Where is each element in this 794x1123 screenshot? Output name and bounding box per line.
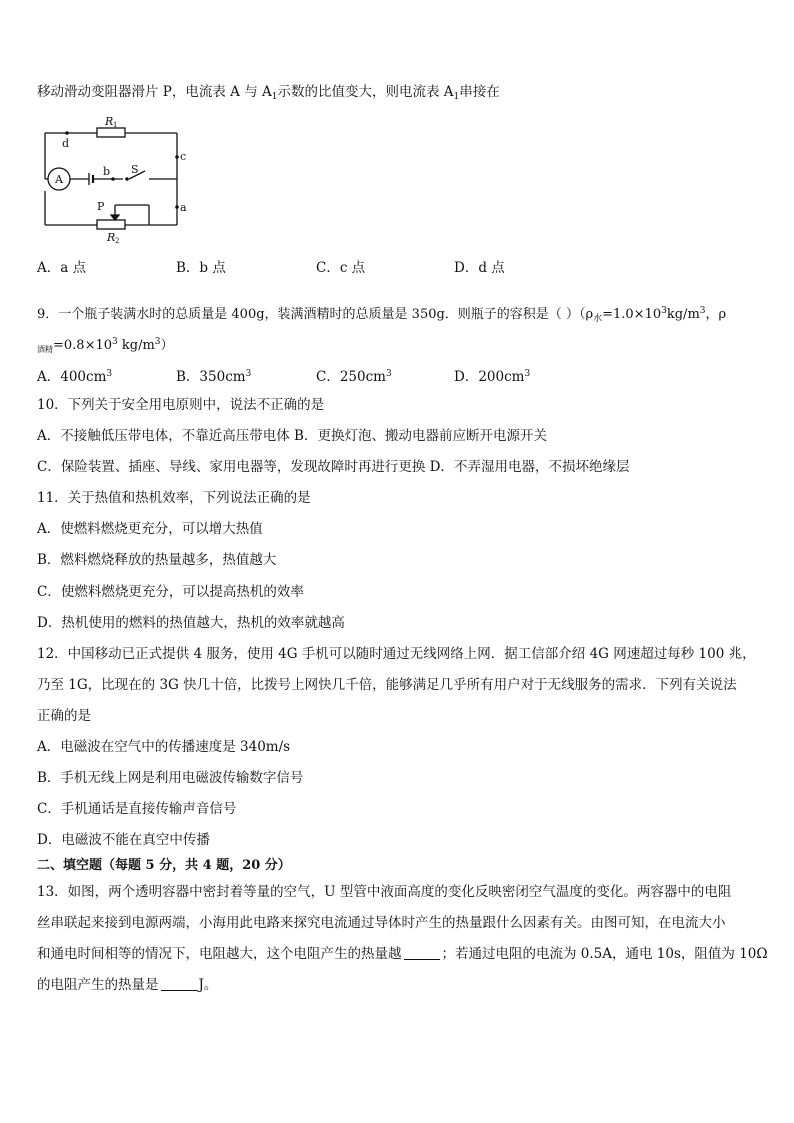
label-r1: R (105, 115, 114, 128)
q12-option-a[interactable]: A．电磁波在空气中的传播速度是 340m/s (37, 739, 291, 755)
q13-text: 和通电时间相等的情况下，电阻越大，这个电阻产生的热量越 (37, 946, 402, 962)
subscript: 1 (271, 92, 278, 102)
q8-stem (37, 83, 500, 106)
option-a[interactable]: A．a 点 (37, 260, 87, 276)
q9-stem-line2 (37, 333, 174, 359)
superscript: 3 (524, 369, 531, 379)
q13-line1: 13．如图，两个透明容器中密封着等量的空气，U 型管中液面高度的变化反映密闭空气温度的变化。两容器中的电阻 (37, 884, 732, 900)
circuit-diagram (37, 115, 197, 250)
subscript: 1 (453, 92, 460, 102)
q9-options (37, 365, 530, 386)
q10-stem: 10．下列关于安全用电原则中，说法不正确的是 (37, 397, 325, 413)
option-b[interactable] (176, 365, 316, 386)
label-a: a (180, 201, 187, 214)
q11-option-a[interactable]: A．使燃料燃烧更充分，可以增大热值 (37, 521, 263, 537)
q9-stem-part: kg/m (666, 307, 700, 322)
label-r2: R (107, 231, 116, 244)
section-title: 二、填空题（每题 5 分，共 4 题，20 分） (37, 858, 291, 873)
option-text: B．350cm (176, 369, 246, 385)
subscript: 酒精 (37, 345, 53, 354)
q12-option-d[interactable]: D．电磁波不能在真空中传播 (37, 832, 210, 848)
q12-option-b[interactable]: B．手机无线上网是利用电磁波传输数字信号 (37, 770, 304, 786)
option-d[interactable] (454, 365, 530, 386)
q9-stem-part: kg/m (117, 338, 155, 353)
q8-stem-part: 移动滑动变阻器滑片 P，电流表 A 与 A (37, 84, 272, 100)
option-text: D．200cm (454, 369, 525, 385)
label-r2-sub: 2 (115, 237, 120, 245)
label-b: b (103, 165, 111, 178)
option-c[interactable] (316, 365, 454, 386)
q12-stem-line3: 正确的是 (37, 708, 91, 724)
q9-stem-part: ） (160, 338, 174, 353)
option-a[interactable] (37, 365, 176, 386)
q13-text: 的电阻产生的热量是 (37, 977, 159, 993)
q8-stem-part: 示数的比值变大，则电流表 A (277, 84, 454, 100)
option-c[interactable]: C．c 点 (316, 260, 366, 276)
option-text: C．250cm (316, 369, 386, 385)
label-c: c (180, 150, 187, 163)
q12-stem-line2: 乃至 1G，比现在的 3G 快几十倍，比拨号上网快几千倍，能够满足几乎所有用户对于无线服务的需求．下列有关说法 (37, 677, 737, 693)
superscript: 3 (112, 337, 118, 347)
q9-stem-part: =0.8×10 (53, 338, 113, 353)
q9-stem (37, 302, 726, 328)
superscript: 3 (385, 369, 392, 379)
answer-blank[interactable] (161, 978, 197, 991)
option-b[interactable]: B．b 点 (176, 260, 226, 276)
q13-line2: 丝串联起来接到电源两端，小海用此电路来探究电流通过导体时产生的热量跟什么因素有关。由图可知，在电流大小 (37, 915, 726, 931)
q12-option-c[interactable]: C．手机通话是直接传输声音信号 (37, 801, 237, 817)
q12-stem-line1: 12．中国移动已正式提供 4 服务，使用 4G 手机可以随时通过无线网络上网．据工信部介绍 4G 网速超过每秒 100 兆， (37, 646, 756, 662)
subscript: 水 (593, 314, 603, 324)
q10-options-ab[interactable]: A．不接触低压带电体，不靠近高压带电体 B．更换灯泡、搬动电器前应断开电源开关 (37, 428, 547, 444)
superscript: 3 (699, 306, 706, 316)
superscript: 3 (106, 369, 113, 379)
q8-options (37, 259, 505, 277)
q13-line4 (37, 976, 217, 994)
option-d[interactable]: D．d 点 (454, 260, 505, 276)
q8-stem-part: 串接在 (459, 84, 500, 100)
q11-stem: 11．关于热值和热机效率，下列说法正确的是 (37, 490, 311, 506)
q11-option-d[interactable]: D．热机使用的燃料的热值越大，热机的效率就越高 (37, 615, 345, 631)
q9-stem-part: ，ρ (705, 307, 727, 322)
q11-option-b[interactable]: B．燃料燃烧释放的热量越多，热值越大 (37, 552, 277, 568)
q9-stem-part: 9．一个瓶子装满水时的总质量是 400g，装满酒精时的总质量是 350g．则瓶子的容积是（ ）（ρ (37, 307, 594, 322)
answer-blank[interactable] (404, 947, 440, 960)
superscript: 3 (661, 306, 667, 316)
option-text: A．400cm (37, 369, 107, 385)
superscript: 3 (245, 369, 252, 379)
label-r1-sub: 1 (113, 121, 118, 129)
label-p: P (97, 200, 105, 213)
q9-stem-part: =1.0×10 (602, 307, 662, 322)
label-d: d (62, 137, 70, 150)
superscript: 3 (154, 337, 161, 347)
q11-option-c[interactable]: C．使燃料燃烧更充分，可以提高热机的效率 (37, 584, 304, 600)
q13-line3 (37, 945, 768, 963)
label-a-meter: A (55, 173, 63, 186)
q13-text: J。 (198, 977, 218, 993)
q10-options-cd[interactable]: C．保险装置、插座、导线、家用电器等，发现故障时再进行更换 D．不弄湿用电器，不损坏绝缘层 (37, 459, 630, 475)
label-s: S (131, 163, 139, 176)
q13-text: ；若通过电阻的电流为 0.5A，通电 10s，阻值为 10Ω (441, 946, 768, 962)
